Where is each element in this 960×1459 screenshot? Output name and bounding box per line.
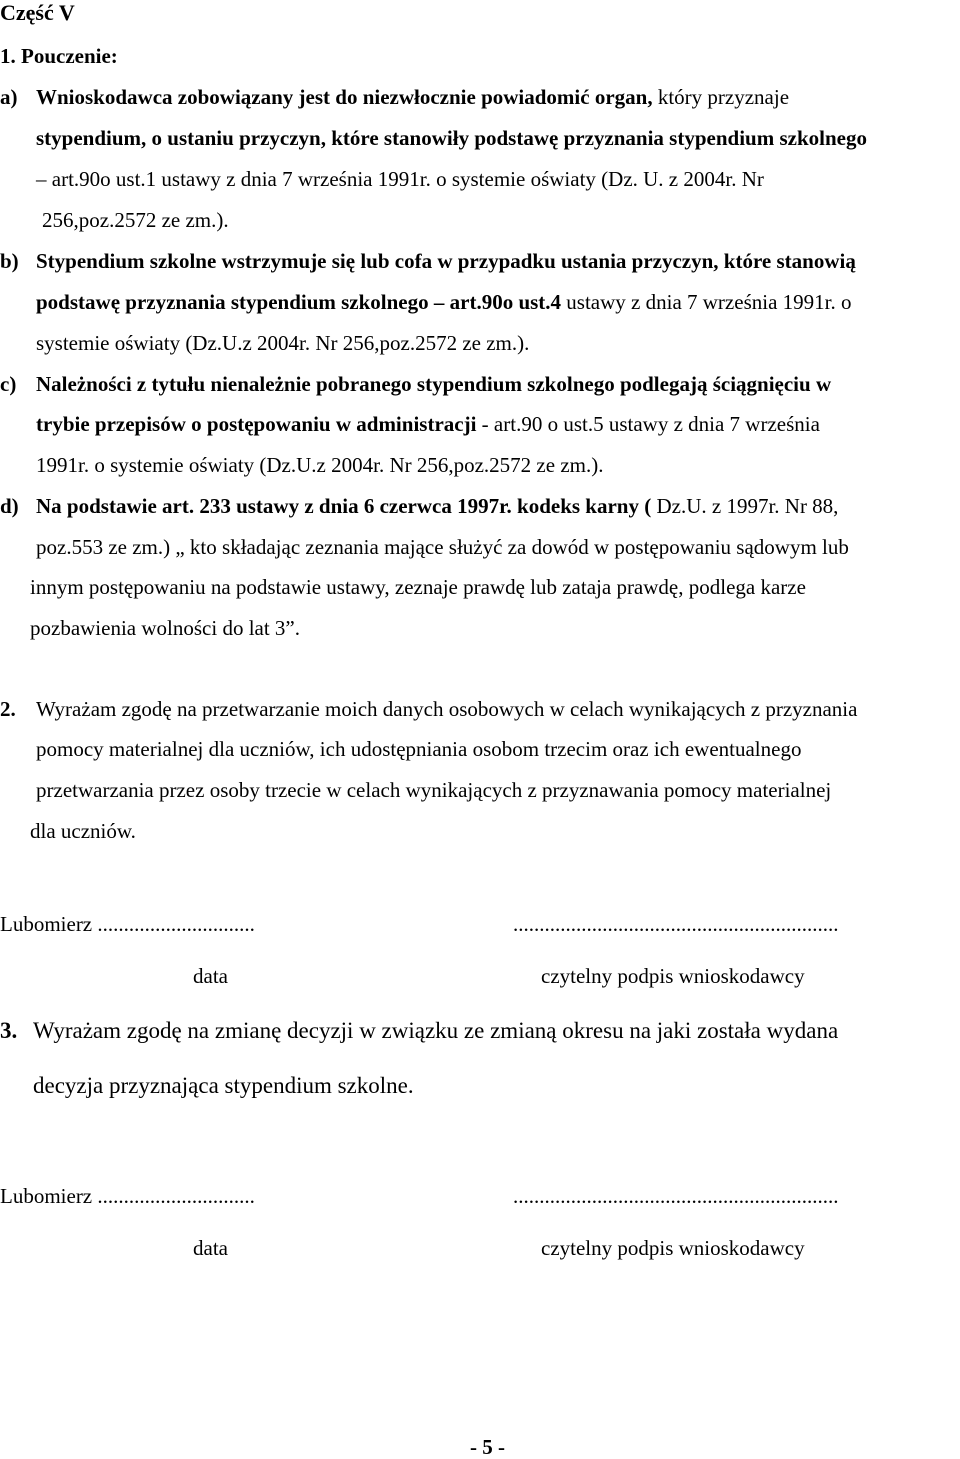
item-a-line-1 (36, 87, 789, 108)
signature-2-sign-label: czytelny podpis wnioskodawcy (541, 1236, 805, 1260)
item-d-line-2: poz.553 ze zm.) „ kto składając zeznania mające służyć za dowód w postępowaniu sądowym lub (36, 535, 849, 559)
signature-1-place: Lubomierz .............................. (0, 912, 255, 936)
item-d-line-1-rest: Dz.U. z 1997r. Nr 88, (651, 494, 839, 518)
item-c-line-2-bold: trybie przepisów o postępowaniu w administracji (36, 412, 477, 436)
signature-2-place: Lubomierz .............................. (0, 1184, 255, 1208)
item-a-label: a) (0, 85, 18, 109)
signature-2-date-label: data (193, 1236, 228, 1260)
section-1-heading: 1. Pouczenie: (0, 44, 118, 68)
item-b-line-2 (36, 292, 851, 313)
item-c-line-1: Należności z tytułu nienależnie pobranego stypendium szkolnego podlegają ściągnięciu w (36, 372, 832, 396)
item-b-line-3: systemie oświaty (Dz.U.z 2004r. Nr 256,poz.2572 ze zm.). (36, 331, 530, 355)
page-number: - 5 - (470, 1435, 505, 1459)
item-d-line-1 (36, 496, 838, 517)
item-c-label: c) (0, 372, 17, 396)
item-a-line-2: stypendium, o ustaniu przyczyn, które stanowiły podstawę przyznania stypendium szkolnego (36, 126, 867, 150)
section-3-line-2: decyzja przyznająca stypendium szkolne. (33, 1073, 414, 1098)
item-b-label: b) (0, 249, 19, 273)
item-a-line-1-rest: który przyznaje (652, 85, 790, 109)
signature-2-line: .............................................................. (513, 1184, 839, 1208)
section-3-number: 3. (0, 1018, 18, 1043)
item-c-line-2-rest: - art.90 o ust.5 ustawy z dnia 7 września (476, 412, 820, 436)
item-d-label: d) (0, 494, 19, 518)
part-heading: Część V (0, 0, 75, 25)
item-a-line-4: 256,poz.2572 ze zm.). (42, 208, 229, 232)
section-2-line-1: Wyrażam zgodę na przetwarzanie moich danych osobowych w celach wynikających z przyznania (36, 697, 858, 721)
section-2-line-4: dla uczniów. (30, 819, 136, 843)
item-c-line-3: 1991r. o systemie oświaty (Dz.U.z 2004r. Nr 256,poz.2572 ze zm.). (36, 453, 604, 477)
item-d-line-1-bold: Na podstawie art. 233 ustawy z dnia 6 czerwca 1997r. kodeks karny ( (36, 494, 652, 518)
section-3-line-1: Wyrażam zgodę na zmianę decyzji w związku ze zmianą okresu na jaki została wydana (33, 1018, 839, 1043)
signature-1-line: .............................................................. (513, 912, 839, 936)
item-b-line-2-rest: ustawy z dnia 7 września 1991r. o (561, 290, 852, 314)
item-a-line-1-bold: Wnioskodawca zobowiązany jest do niezwłocznie powiadomić organ, (36, 85, 653, 109)
signature-1-date-label: data (193, 964, 228, 988)
section-2-line-2: pomocy materialnej dla uczniów, ich udostępniania osobom trzecim oraz ich ewentualnego (36, 737, 802, 761)
item-d-line-4: pozbawienia wolności do lat 3”. (30, 616, 301, 640)
item-b-line-2-bold: podstawę przyznania stypendium szkolnego – art.90o ust.4 (36, 290, 562, 314)
item-d-line-3: innym postępowaniu na podstawie ustawy, zeznaje prawdę lub zataja prawdę, podlega karze (30, 575, 806, 599)
item-c-line-2 (36, 414, 820, 435)
item-b-line-1: Stypendium szkolne wstrzymuje się lub cofa w przypadku ustania przyczyn, które stanowią (36, 249, 856, 273)
item-a-line-3: – art.90o ust.1 ustawy z dnia 7 września 1991r. o systemie oświaty (Dz. U. z 2004r. Nr (36, 167, 764, 191)
section-2-number: 2. (0, 697, 16, 721)
section-2-line-3: przetwarzania przez osoby trzecie w celach wynikających z przyznawania pomocy materialnej (36, 778, 832, 802)
signature-1-sign-label: czytelny podpis wnioskodawcy (541, 964, 805, 988)
